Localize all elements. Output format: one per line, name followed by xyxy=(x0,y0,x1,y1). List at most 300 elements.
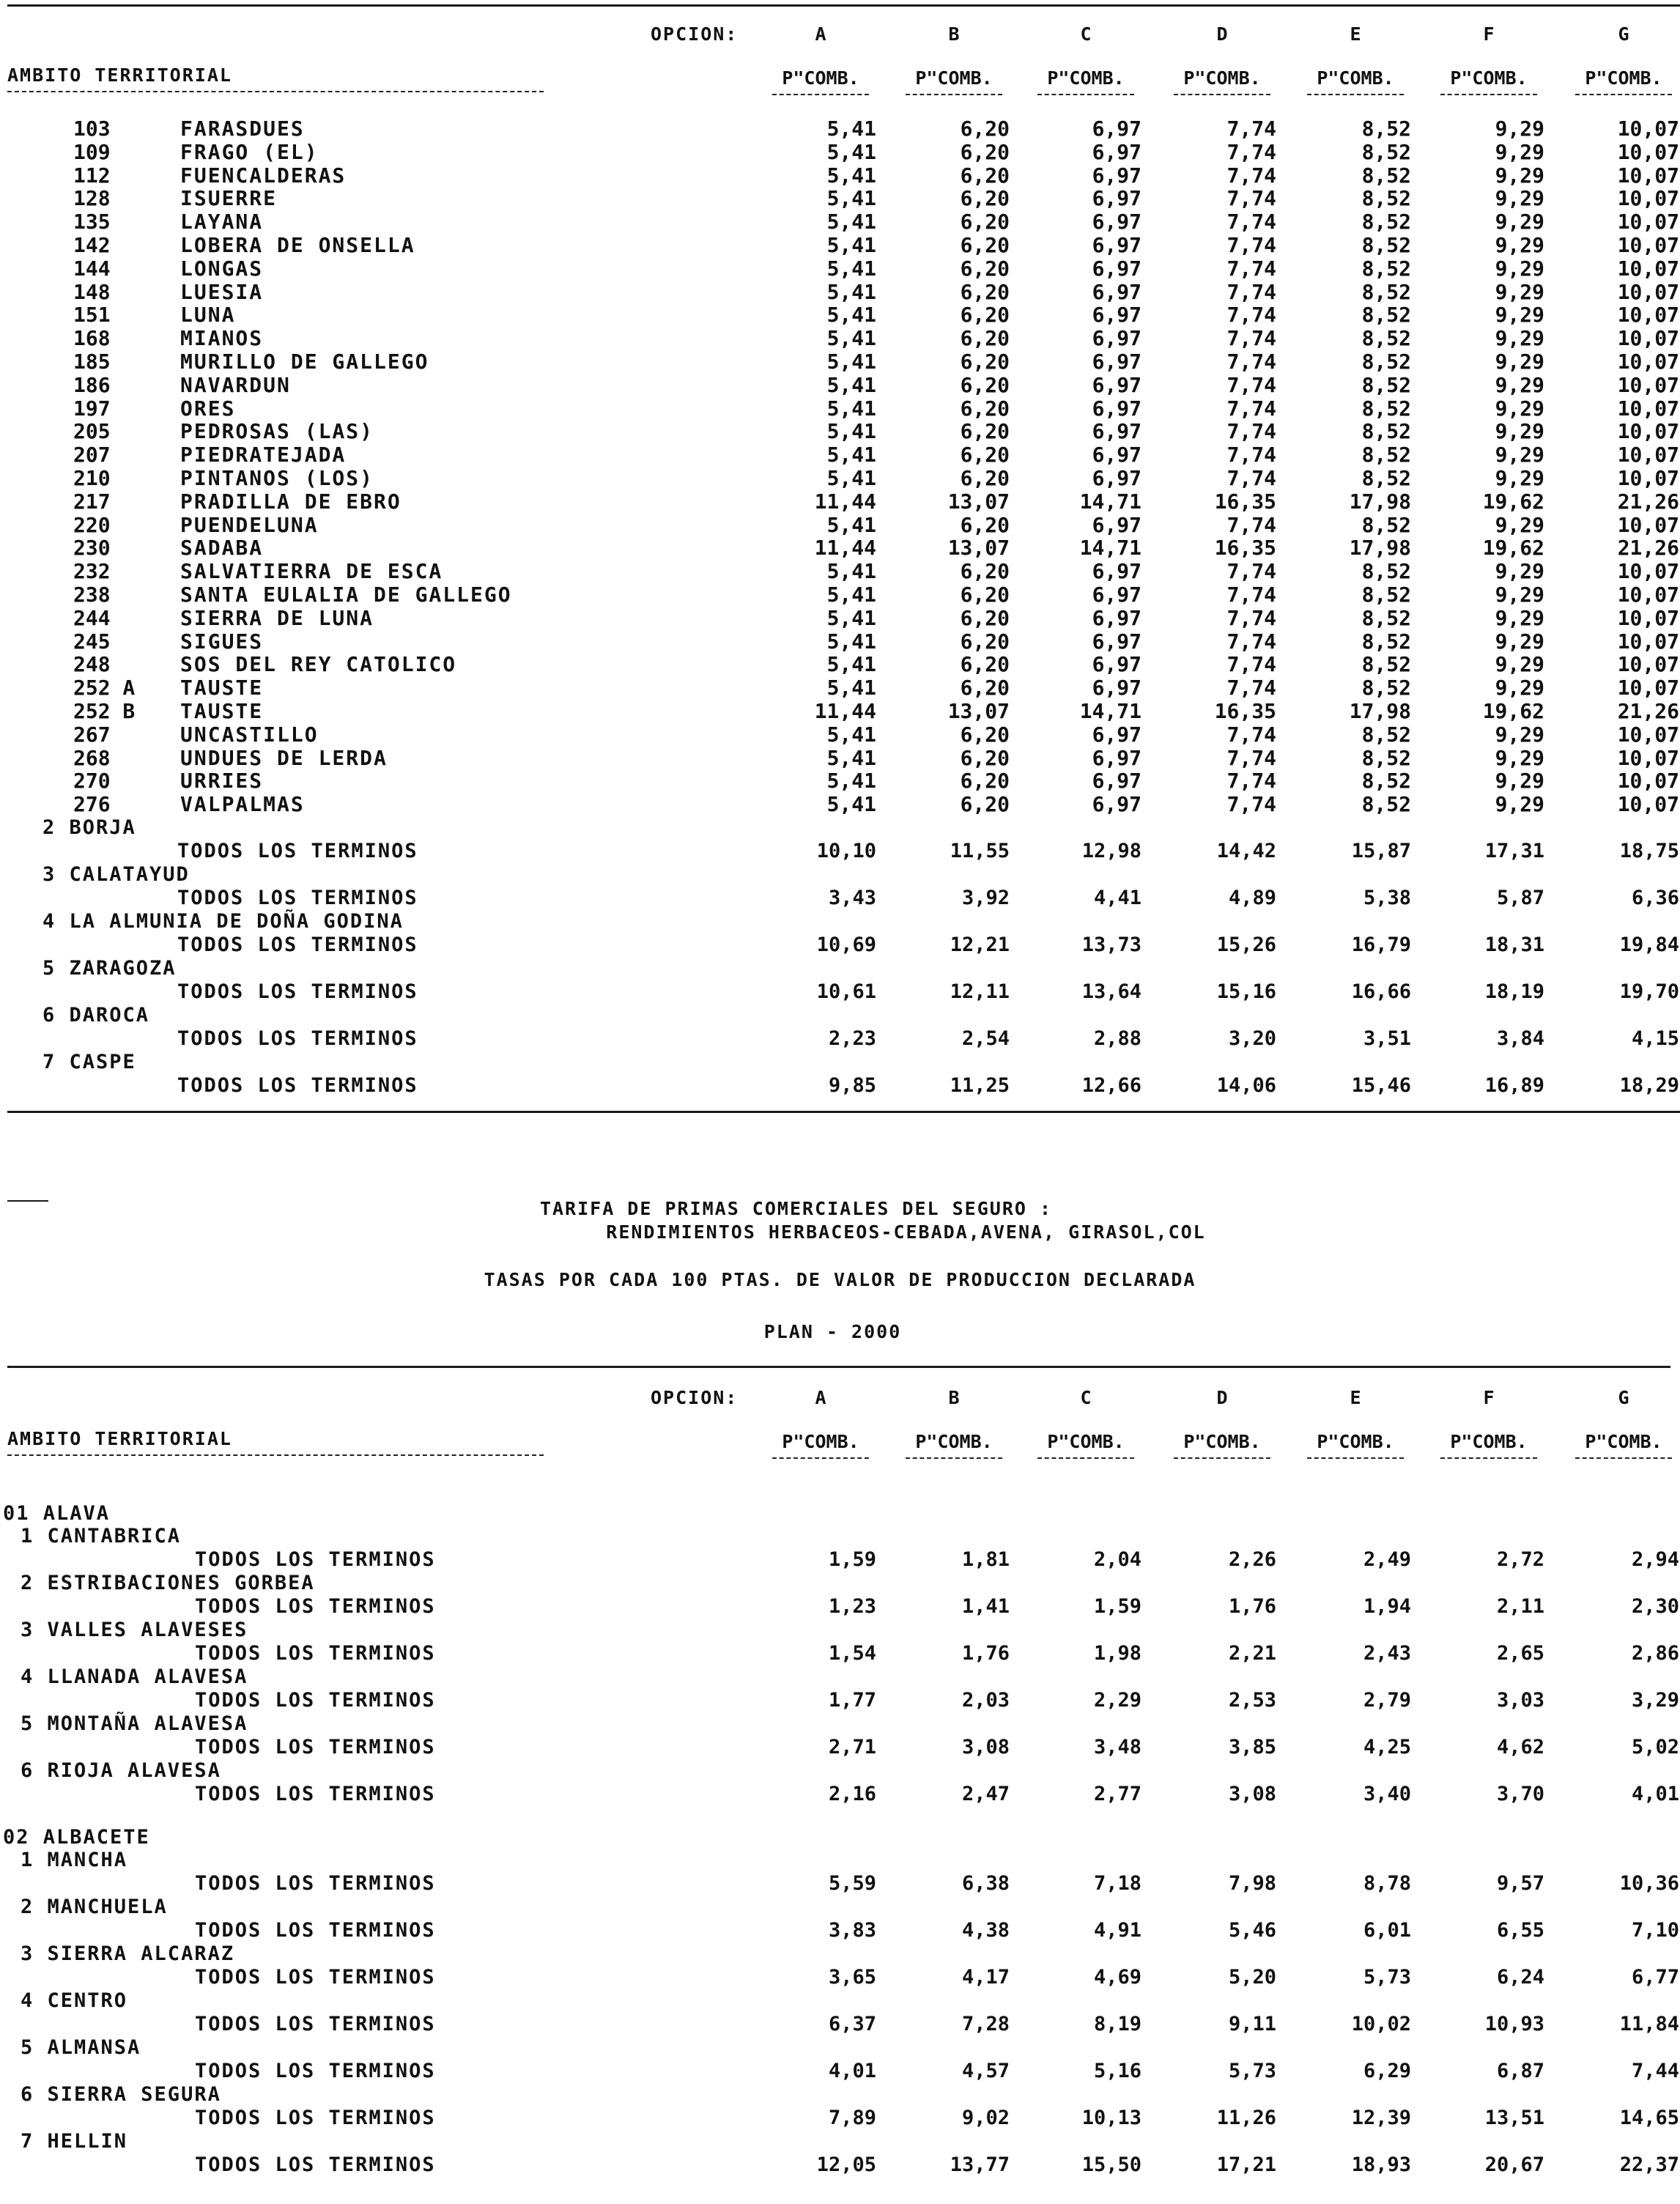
term-code: 205 xyxy=(73,419,111,444)
value-b: 6,20 xyxy=(960,349,1010,374)
comarca-name: 2 MANCHUELA xyxy=(21,1896,168,1918)
value-f: 4,62 xyxy=(1496,1736,1544,1759)
term-name: PINTANOS (LOS) xyxy=(180,465,374,490)
value-d: 11,26 xyxy=(1216,2107,1276,2129)
term-code: 142 xyxy=(73,232,111,257)
value-f: 3,70 xyxy=(1496,1783,1544,1805)
value-f: 9,29 xyxy=(1495,792,1544,817)
term-code: 207 xyxy=(73,443,111,467)
value-d: 4,89 xyxy=(1228,886,1276,909)
value-a: 7,89 xyxy=(828,2107,876,2129)
term-code: 148 xyxy=(73,279,111,304)
comarca-name: 5 ALMANSA xyxy=(21,2036,141,2059)
todos-los-terminos: TODOS LOS TERMINOS xyxy=(177,1027,418,1050)
table2-top-rule xyxy=(7,1366,1670,1368)
option-a: A xyxy=(815,23,826,45)
ambito-underline xyxy=(7,91,544,92)
term-code: 252 B xyxy=(73,698,136,723)
value-g: 10,36 xyxy=(1619,1872,1679,1895)
value-d: 7,74 xyxy=(1226,465,1276,490)
term-code: 220 xyxy=(73,512,111,537)
term-name: SOS DEL REY CATOLICO xyxy=(180,652,457,677)
value-f: 13,51 xyxy=(1484,2107,1544,2129)
value-g: 10,07 xyxy=(1617,303,1679,328)
value-c: 6,97 xyxy=(1092,303,1141,328)
value-f: 19,62 xyxy=(1482,698,1544,723)
term-name: UNDUES DE LERDA xyxy=(180,745,388,770)
value-d: 7,74 xyxy=(1226,349,1276,374)
value-b: 6,20 xyxy=(960,512,1010,537)
todos-los-terminos: TODOS LOS TERMINOS xyxy=(195,1689,436,1712)
ambito-territorial-label: AMBITO TERRITORIAL xyxy=(7,1428,232,1449)
term-name: PUENDELUNA xyxy=(180,512,319,537)
value-c: 15,50 xyxy=(1081,2153,1141,2176)
value-g: 10,07 xyxy=(1617,512,1679,537)
value-b: 6,20 xyxy=(960,256,1010,281)
table-row xyxy=(0,933,1680,957)
comarca-label xyxy=(0,2131,1680,2153)
value-e: 8,52 xyxy=(1361,326,1411,351)
value-c: 6,97 xyxy=(1092,349,1141,374)
option-e: E xyxy=(1350,23,1361,45)
value-f: 19,62 xyxy=(1482,489,1544,514)
comarca-name: 3 SIERRA ALCARAZ xyxy=(21,1942,235,1965)
value-f: 18,31 xyxy=(1484,933,1544,956)
value-d: 3,20 xyxy=(1228,1027,1276,1050)
value-a: 5,41 xyxy=(826,629,876,654)
value-e: 6,29 xyxy=(1363,2060,1411,2082)
value-f: 9,29 xyxy=(1495,117,1544,141)
value-g: 7,10 xyxy=(1631,1919,1679,1942)
value-e: 8,52 xyxy=(1361,232,1411,257)
term-name: UNCASTILLO xyxy=(180,722,319,747)
value-d: 7,74 xyxy=(1226,605,1276,630)
table-row xyxy=(0,536,1680,560)
value-c: 6,97 xyxy=(1092,279,1141,304)
value-e: 5,38 xyxy=(1363,886,1411,909)
col-header-e: P"COMB. xyxy=(1317,67,1394,89)
value-g: 18,29 xyxy=(1619,1073,1679,1097)
value-d: 7,74 xyxy=(1226,186,1276,211)
term-code: 135 xyxy=(73,210,111,234)
value-b: 6,20 xyxy=(960,559,1010,584)
value-g: 10,07 xyxy=(1617,792,1679,817)
table-row xyxy=(0,1965,1680,1990)
col-underline-d xyxy=(1174,94,1270,95)
value-f: 6,55 xyxy=(1496,1919,1544,1942)
value-g: 10,07 xyxy=(1617,256,1679,281)
top-rule xyxy=(7,4,1680,7)
table-row xyxy=(0,281,1680,304)
comarca-label xyxy=(0,816,1680,839)
value-c: 14,71 xyxy=(1079,698,1141,723)
value-a: 5,41 xyxy=(826,722,876,747)
value-c: 6,97 xyxy=(1092,559,1141,584)
value-b: 1,81 xyxy=(961,1548,1010,1571)
value-c: 1,59 xyxy=(1093,1595,1141,1618)
value-f: 9,29 xyxy=(1495,419,1544,444)
value-b: 13,07 xyxy=(947,698,1010,723)
comarca-name: 1 CANTABRICA xyxy=(21,1525,182,1547)
table-row xyxy=(0,1594,1680,1619)
value-a: 5,41 xyxy=(826,349,876,374)
value-c: 1,98 xyxy=(1093,1642,1141,1665)
value-a: 5,41 xyxy=(826,396,876,421)
value-g: 10,07 xyxy=(1617,117,1679,141)
comarca-name: 7 HELLIN xyxy=(21,2130,128,2153)
value-c: 3,48 xyxy=(1093,1736,1141,1759)
value-g: 10,07 xyxy=(1617,465,1679,490)
value-b: 6,20 xyxy=(960,186,1010,211)
comarca-label xyxy=(0,910,1680,933)
value-b: 6,20 xyxy=(960,139,1010,164)
table-row xyxy=(0,583,1680,607)
table-row xyxy=(0,443,1680,467)
term-code: 245 xyxy=(73,629,111,654)
value-f: 10,93 xyxy=(1484,2013,1544,2035)
value-b: 11,25 xyxy=(950,1073,1010,1097)
value-e: 1,94 xyxy=(1363,1595,1411,1618)
todos-los-terminos: TODOS LOS TERMINOS xyxy=(177,980,418,1003)
value-a: 2,16 xyxy=(828,1783,876,1805)
table-row xyxy=(0,630,1680,654)
value-f: 9,29 xyxy=(1495,443,1544,467)
value-b: 6,20 xyxy=(960,232,1010,257)
value-e: 8,52 xyxy=(1361,652,1411,677)
value-d: 7,98 xyxy=(1228,1872,1276,1895)
col-header-d: P"COMB. xyxy=(1183,67,1261,89)
value-d: 7,74 xyxy=(1226,210,1276,234)
value-d: 7,74 xyxy=(1226,139,1276,164)
value-d: 14,06 xyxy=(1216,1073,1276,1097)
value-d: 7,74 xyxy=(1226,559,1276,584)
term-name: LONGAS xyxy=(180,256,264,281)
value-f: 20,67 xyxy=(1484,2153,1544,2176)
value-d: 5,20 xyxy=(1228,1966,1276,1989)
value-e: 8,52 xyxy=(1361,605,1411,630)
value-c: 6,97 xyxy=(1092,676,1141,700)
comarca-name: 6 SIERRA SEGURA xyxy=(21,2083,221,2106)
table-row xyxy=(0,980,1680,1004)
value-g: 10,07 xyxy=(1617,745,1679,770)
value-a: 5,41 xyxy=(826,256,876,281)
value-f: 9,29 xyxy=(1495,722,1544,747)
value-g: 10,07 xyxy=(1617,326,1679,351)
value-f: 9,29 xyxy=(1495,465,1544,490)
value-d: 2,53 xyxy=(1228,1689,1276,1712)
value-d: 7,74 xyxy=(1226,372,1276,397)
value-a: 5,41 xyxy=(826,279,876,304)
col-header-f: P"COMB. xyxy=(1450,1431,1528,1452)
value-b: 2,03 xyxy=(961,1689,1010,1712)
value-c: 6,97 xyxy=(1092,232,1141,257)
value-c: 6,97 xyxy=(1092,465,1141,490)
value-a: 9,85 xyxy=(828,1073,876,1097)
value-g: 2,86 xyxy=(1631,1642,1679,1665)
value-e: 17,98 xyxy=(1349,698,1411,723)
value-g: 10,07 xyxy=(1617,652,1679,677)
value-a: 5,41 xyxy=(826,326,876,351)
comarca-name: 4 LA ALMUNIA DE DOÑA GODINA xyxy=(42,909,404,933)
term-name: SALVATIERRA DE ESCA xyxy=(180,559,443,584)
value-a: 10,61 xyxy=(816,980,876,1003)
comarca-label xyxy=(0,1713,1680,1735)
table-row xyxy=(0,839,1680,863)
value-a: 5,41 xyxy=(826,652,876,677)
value-b: 3,08 xyxy=(961,1736,1010,1759)
term-name: PRADILLA DE EBRO xyxy=(180,489,402,514)
table-row xyxy=(0,1027,1680,1051)
todos-los-terminos: TODOS LOS TERMINOS xyxy=(195,1736,436,1759)
table-row xyxy=(0,2059,1680,2084)
col-underline-c xyxy=(1037,94,1134,95)
value-f: 5,87 xyxy=(1496,886,1544,909)
table-row xyxy=(0,350,1680,374)
value-e: 8,52 xyxy=(1361,396,1411,421)
term-code: 144 xyxy=(73,256,111,281)
table-row xyxy=(0,1782,1680,1807)
value-d: 7,74 xyxy=(1226,303,1276,328)
value-c: 4,69 xyxy=(1093,1966,1141,1989)
table-row xyxy=(0,490,1680,514)
value-a: 10,10 xyxy=(816,839,876,862)
value-e: 8,52 xyxy=(1361,676,1411,700)
col-header-c: P"COMB. xyxy=(1047,1431,1125,1452)
value-f: 2,11 xyxy=(1496,1595,1544,1618)
value-e: 18,93 xyxy=(1351,2153,1411,2176)
value-a: 5,41 xyxy=(826,559,876,584)
section2-title-line1: TARIFA DE PRIMAS COMERCIALES DEL SEGURO : xyxy=(539,1198,1053,1219)
value-f: 9,29 xyxy=(1495,279,1544,304)
value-a: 11,44 xyxy=(814,536,876,561)
term-name: LOBERA DE ONSELLA xyxy=(180,232,415,257)
value-c: 2,77 xyxy=(1093,1783,1141,1805)
value-f: 9,29 xyxy=(1495,629,1544,654)
value-d: 7,74 xyxy=(1226,163,1276,188)
table-row xyxy=(0,514,1680,537)
value-b: 6,20 xyxy=(960,722,1010,747)
value-g: 18,75 xyxy=(1619,839,1679,862)
value-c: 6,97 xyxy=(1092,326,1141,351)
value-d: 7,74 xyxy=(1226,652,1276,677)
value-b: 3,92 xyxy=(961,886,1010,909)
value-c: 4,91 xyxy=(1093,1919,1141,1942)
value-b: 6,20 xyxy=(960,163,1010,188)
value-a: 5,41 xyxy=(826,769,876,794)
value-d: 7,74 xyxy=(1226,629,1276,654)
value-a: 4,01 xyxy=(828,2060,876,2082)
term-name: ORES xyxy=(180,396,236,421)
value-a: 5,41 xyxy=(826,582,876,607)
term-code: 267 xyxy=(73,722,111,747)
value-d: 7,74 xyxy=(1226,117,1276,141)
value-e: 8,52 xyxy=(1361,559,1411,584)
value-c: 6,97 xyxy=(1092,419,1141,444)
value-g: 19,70 xyxy=(1619,980,1679,1003)
value-a: 2,71 xyxy=(828,1736,876,1759)
option-f: F xyxy=(1483,23,1495,45)
value-c: 13,64 xyxy=(1081,980,1141,1003)
term-code: 238 xyxy=(73,582,111,607)
col-header-f: P"COMB. xyxy=(1450,67,1528,89)
todos-los-terminos: TODOS LOS TERMINOS xyxy=(177,1073,418,1097)
value-d: 14,42 xyxy=(1216,839,1276,862)
value-e: 8,52 xyxy=(1361,792,1411,817)
table-row xyxy=(0,723,1680,747)
value-e: 8,52 xyxy=(1361,629,1411,654)
term-code: 230 xyxy=(73,536,111,561)
value-g: 10,07 xyxy=(1617,210,1679,234)
value-d: 15,16 xyxy=(1216,980,1276,1003)
col-header-b: P"COMB. xyxy=(915,67,993,89)
table-row xyxy=(0,141,1680,164)
value-c: 6,97 xyxy=(1092,605,1141,630)
value-e: 3,40 xyxy=(1363,1783,1411,1805)
value-a: 11,44 xyxy=(814,489,876,514)
term-name: URRIES xyxy=(180,769,264,794)
option-d: D xyxy=(1216,1387,1228,1408)
value-b: 6,20 xyxy=(960,582,1010,607)
term-code: 168 xyxy=(73,326,111,351)
term-name: FUENCALDERAS xyxy=(180,163,347,188)
value-c: 6,97 xyxy=(1092,769,1141,794)
value-e: 8,52 xyxy=(1361,372,1411,397)
value-c: 12,66 xyxy=(1081,1073,1141,1097)
todos-los-terminos: TODOS LOS TERMINOS xyxy=(195,1642,436,1665)
value-f: 9,29 xyxy=(1495,326,1544,351)
value-b: 6,20 xyxy=(960,303,1010,328)
value-d: 7,74 xyxy=(1226,512,1276,537)
value-d: 7,74 xyxy=(1226,745,1276,770)
col-underline-a xyxy=(772,1457,869,1459)
term-code: 276 xyxy=(73,792,111,817)
value-g: 4,01 xyxy=(1631,1783,1679,1805)
value-g: 22,37 xyxy=(1619,2153,1679,2176)
value-c: 6,97 xyxy=(1092,582,1141,607)
value-b: 12,21 xyxy=(950,933,1010,956)
value-a: 11,44 xyxy=(814,698,876,723)
value-a: 3,65 xyxy=(828,1966,876,1989)
col-underline-g xyxy=(1575,1457,1672,1459)
comarca-label xyxy=(0,1666,1680,1688)
value-a: 5,41 xyxy=(826,512,876,537)
value-f: 9,29 xyxy=(1495,676,1544,700)
term-name: FARASDUES xyxy=(180,117,305,141)
value-a: 5,41 xyxy=(826,117,876,141)
value-g: 10,07 xyxy=(1617,396,1679,421)
value-e: 8,52 xyxy=(1361,279,1411,304)
table-row xyxy=(0,117,1680,141)
value-b: 6,20 xyxy=(960,769,1010,794)
value-f: 9,29 xyxy=(1495,349,1544,374)
value-c: 6,97 xyxy=(1092,629,1141,654)
table-row xyxy=(0,747,1680,770)
value-a: 12,05 xyxy=(816,2153,876,2176)
value-g: 10,07 xyxy=(1617,605,1679,630)
value-g: 19,84 xyxy=(1619,933,1679,956)
value-g: 6,36 xyxy=(1631,886,1679,909)
col-underline-b xyxy=(906,1457,1002,1459)
value-c: 8,19 xyxy=(1093,2013,1141,2035)
table-row xyxy=(0,1073,1680,1098)
value-f: 18,19 xyxy=(1484,980,1544,1003)
value-f: 9,29 xyxy=(1495,303,1544,328)
value-g: 14,65 xyxy=(1619,2107,1679,2129)
value-b: 9,02 xyxy=(961,2107,1010,2129)
value-f: 9,29 xyxy=(1495,186,1544,211)
value-f: 9,29 xyxy=(1495,559,1544,584)
table-row xyxy=(0,1735,1680,1760)
value-c: 10,13 xyxy=(1081,2107,1141,2129)
value-g: 10,07 xyxy=(1617,349,1679,374)
value-b: 6,20 xyxy=(960,745,1010,770)
table-row xyxy=(0,653,1680,676)
table-row xyxy=(0,2106,1680,2131)
table1-rows xyxy=(0,117,1680,1098)
value-c: 7,18 xyxy=(1093,1872,1141,1895)
table1-bottom-rule xyxy=(7,1111,1680,1113)
value-d: 2,26 xyxy=(1228,1548,1276,1571)
value-f: 2,72 xyxy=(1496,1548,1544,1571)
value-f: 9,29 xyxy=(1495,745,1544,770)
value-b: 13,07 xyxy=(947,536,1010,561)
province-label xyxy=(0,1502,1680,1526)
comarca-name: 1 MANCHA xyxy=(21,1849,128,1871)
value-b: 7,28 xyxy=(961,2013,1010,2035)
col-underline-a xyxy=(772,94,869,95)
value-g: 5,02 xyxy=(1631,1736,1679,1759)
value-e: 2,79 xyxy=(1363,1689,1411,1712)
value-b: 4,57 xyxy=(961,2060,1010,2082)
value-d: 7,74 xyxy=(1226,396,1276,421)
value-d: 16,35 xyxy=(1214,536,1276,561)
value-e: 8,52 xyxy=(1361,582,1411,607)
value-g: 3,29 xyxy=(1631,1689,1679,1712)
value-a: 5,41 xyxy=(826,419,876,444)
table-row xyxy=(0,210,1680,234)
comarca-label xyxy=(0,1849,1680,1871)
comarca-label xyxy=(0,1896,1680,1918)
value-a: 1,77 xyxy=(828,1689,876,1712)
table-row xyxy=(0,1641,1680,1666)
value-f: 16,89 xyxy=(1484,1073,1544,1097)
comarca-name: 6 RIOJA ALAVESA xyxy=(21,1759,221,1782)
table-row xyxy=(0,1547,1680,1572)
comarca-name: 7 CASPE xyxy=(42,1050,136,1073)
value-e: 2,43 xyxy=(1363,1642,1411,1665)
value-a: 5,41 xyxy=(826,745,876,770)
col-underline-d xyxy=(1174,1457,1270,1459)
option-c: C xyxy=(1080,23,1092,45)
value-c: 5,16 xyxy=(1093,2060,1141,2082)
todos-los-terminos: TODOS LOS TERMINOS xyxy=(177,933,418,956)
term-code: 252 A xyxy=(73,676,136,700)
term-name: TAUSTE xyxy=(180,698,264,723)
value-g: 10,07 xyxy=(1617,139,1679,164)
comarca-label xyxy=(0,1051,1680,1073)
value-e: 8,52 xyxy=(1361,419,1411,444)
comarca-label xyxy=(0,2037,1680,2059)
value-e: 8,52 xyxy=(1361,303,1411,328)
value-c: 14,71 xyxy=(1079,489,1141,514)
term-name: LUNA xyxy=(180,303,236,328)
term-code: 270 xyxy=(73,769,111,794)
value-b: 13,77 xyxy=(950,2153,1010,2176)
section2-subtitle: TASAS POR CADA 100 PTAS. DE VALOR DE PRODUCCION DECLARADA xyxy=(484,1269,1196,1290)
value-e: 17,98 xyxy=(1349,536,1411,561)
value-g: 4,15 xyxy=(1631,1027,1679,1050)
value-d: 5,73 xyxy=(1228,2060,1276,2082)
